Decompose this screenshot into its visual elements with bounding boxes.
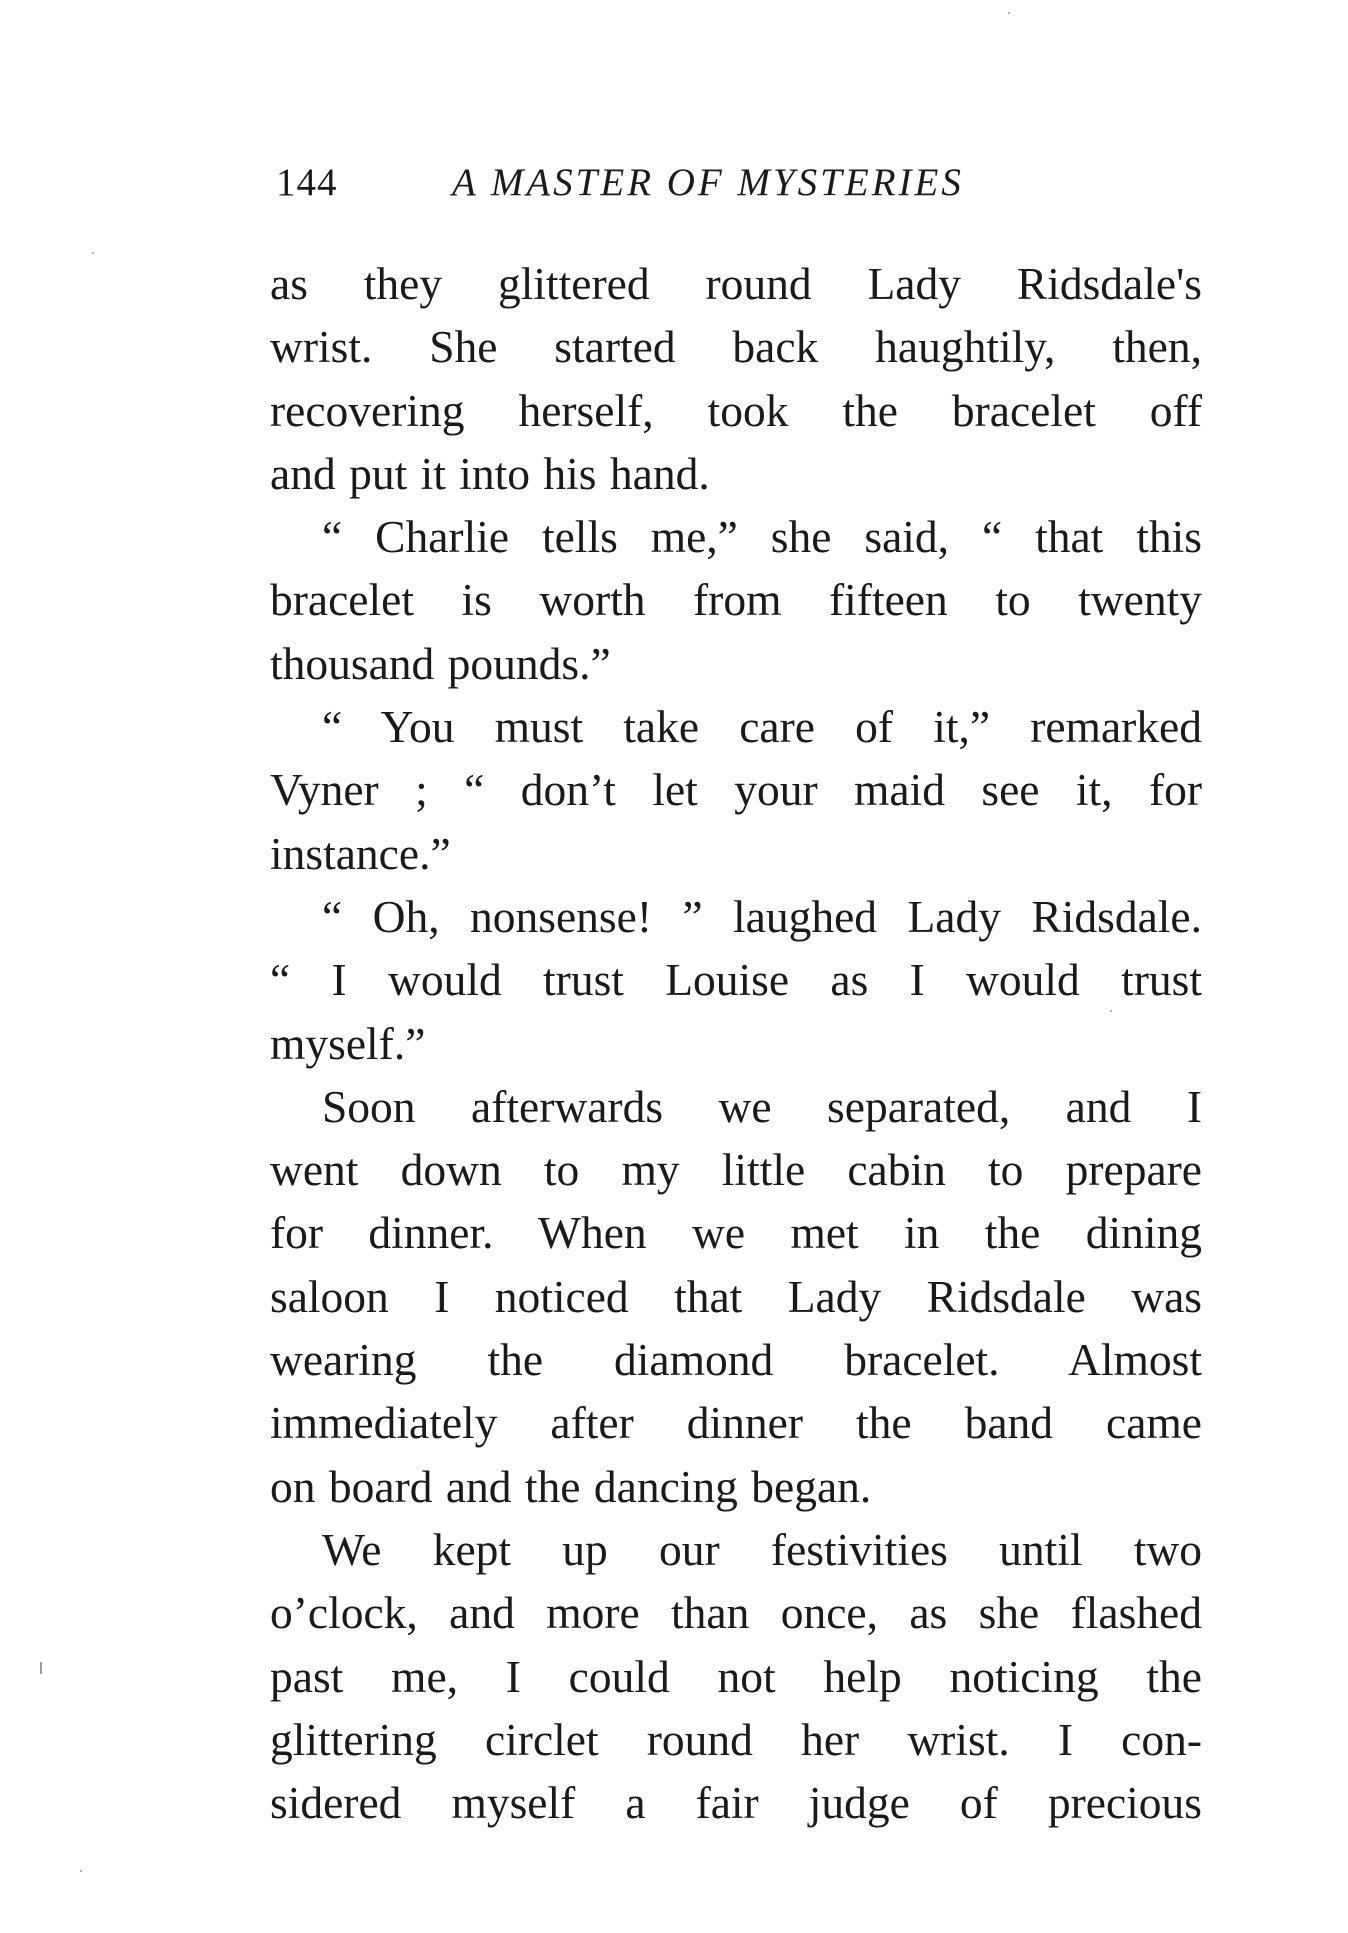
text-line: instance.” [270,827,451,879]
text-line: bracelet is worth from fifteen to twenty [270,574,1202,626]
running-head [270,158,1030,208]
paper-speck [1110,1010,1112,1012]
text-line: saloon I noticed that Lady Ridsdale was [270,1270,1202,1322]
body-text [270,252,1202,1834]
text-line: recovering herself, took the bracelet off [270,384,1202,436]
text-line: We kept up our festivities until two [322,1523,1202,1575]
text-line: o’clock, and more than once, as she flashed [270,1587,1202,1639]
text-line: immediately after dinner the band came [270,1397,1202,1449]
text-line: “ Charlie tells me,” she said, “ that this [322,511,1202,563]
paper-speck [40,1662,42,1674]
text-line: “ I would trust Louise as I would trust [270,954,1202,1006]
book-title: A MASTER OF MYSTERIES [452,161,964,204]
text-line: and put it into his hand. [270,447,710,499]
text-line: myself.” [270,1017,426,1069]
text-line: Vyner ; “ don’t let your maid see it, for [270,764,1202,816]
text-line: thousand pounds.” [270,637,611,689]
paper-speck [92,252,94,254]
text-line: wrist. She started back haughtily, then, [270,321,1202,373]
text-line: went down to my little cabin to prepare [270,1144,1202,1196]
text-line: as they glittered round Lady Ridsdale's [270,258,1202,309]
paper-speck [80,1870,82,1872]
text-line: past me, I could not help noticing the [270,1650,1202,1702]
text-line: sidered myself a fair judge of precious [270,1777,1202,1829]
paper-speck [1008,12,1010,14]
text-line: “ Oh, nonsense! ” laughed Lady Ridsdale. [322,890,1202,942]
text-line: “ You must take care of it,” remarked [322,701,1202,753]
text-line: for dinner. When we met in the dining [270,1207,1202,1259]
text-line: Soon afterwards we separated, and I [322,1080,1202,1132]
text-line: wearing the diamond bracelet. Almost [270,1334,1202,1386]
text-line: glittering circlet round her wrist. I con- [270,1713,1202,1765]
text-line: on board and the dancing began. [270,1460,872,1512]
page-number: 144 [276,161,338,204]
